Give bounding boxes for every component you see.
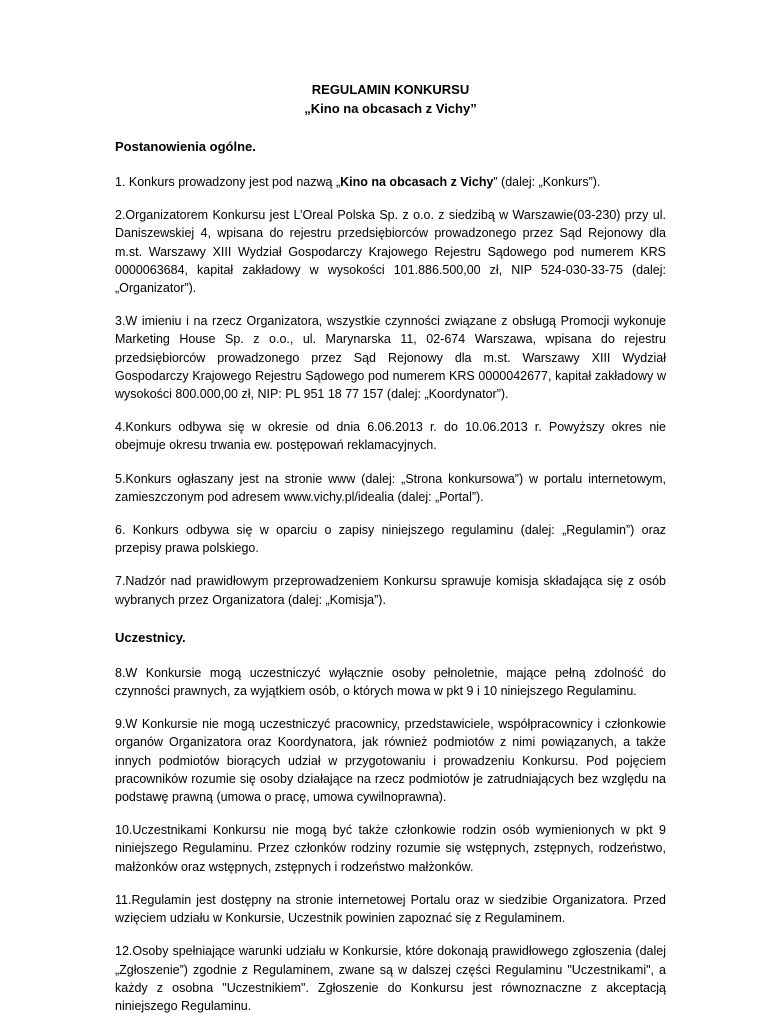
paragraph-1-prefix: 1. Konkurs prowadzony jest pod nazwą „ <box>115 175 341 189</box>
paragraph-3: 3.W imieniu i na rzecz Organizatora, wszystkie czynności związane z obsługą Promocji wykonuje Marketing House Sp. z o.o., ul. Marynarska 11, 02-674 Warszawa, wpisana do rejestru przedsiębiorców prowadzonego przez Sąd Rejonowy dla m.st. Warszawy XIII Wydział Gospodarczy Krajowego Rejestru Sądowego pod numerem KRS 0000042677, kapitał zakładowy w wysokości 800.000,00 zł, NIP: PL 951 18 77 157 (dalej: „Koordynator”). <box>115 314 666 402</box>
paragraph-11: 11.Regulamin jest dostępny na stronie internetowej Portalu oraz w siedzibie Organizatora. Przed wzięciem udziału w Konkursie, Uczestnik powinien zapoznać się z Regulaminem. <box>115 892 666 926</box>
paragraph-10: 10.Uczestnikami Konkursu nie mogą być także członkowie rodzin osób wymienionych w pkt 9 niniejszego Regulaminu. Przez członków rodziny rozumie się wstępnych, zstępnych, rodzeństwo, małżonków oraz wstępnych, zstępnych i rodzeństwo małżonków. <box>115 823 666 874</box>
paragraph-1 <box>115 173 666 191</box>
paragraph-4: 4.Konkurs odbywa się w okresie od dnia 6.06.2013 r. do 10.06.2013 r. Powyższy okres nie obejmuje okresu trwania ew. postępowań reklamacyjnych. <box>115 420 666 453</box>
document-subtitle: „Kino na obcasach z Vichy” <box>304 101 477 116</box>
paragraph-1-suffix: ” (dalej: „Konkurs”). <box>493 175 601 189</box>
paragraph-8: 8.W Konkursie mogą uczestniczyć wyłącznie osoby pełnoletnie, mające pełną zdolność do czynności prawnych, za wyjątkiem osób, o których mowa w pkt 9 i 10 niniejszego Regulaminu. <box>115 665 666 699</box>
document-title: REGULAMIN KONKURSU <box>311 82 470 97</box>
section-heading-participants: Uczestnicy. <box>115 629 186 645</box>
title-block <box>115 80 666 118</box>
paragraph-2: 2.Organizatorem Konkursu jest L’Oreal Polska Sp. z o.o. z siedzibą w Warszawie(03-230) przy ul. Daniszewskiej 4, wpisana do rejestru przedsiębiorców prowadzonego przez Sąd Rejonowy dla m.st. Warszawy XIII Wydział Gospodarczy Krajowego Rejestru Sądowego pod numerem KRS 0000063684, kapitał zakładowy w wysokości 101.886.500,00 zł, NIP 524-030-33-75 (dalej: „Organizator”). <box>115 208 666 296</box>
paragraph-5: 5.Konkurs ogłaszany jest na stronie www (dalej: „Strona konkursowa”) w portalu internetowym, zamieszczonym pod adresem www.vichy.pl/idealia (dalej: „Portal”). <box>115 471 666 504</box>
paragraph-7: 7.Nadzór nad prawidłowym przeprowadzeniem Konkursu sprawuje komisja składająca się z osób wybranych przez Organizatora (dalej: „Komisja”). <box>115 574 666 607</box>
paragraph-9: 9.W Konkursie nie mogą uczestniczyć pracownicy, przedstawiciele, współpracownicy i członkowie organów Organizatora oraz Koordynatora, jak również podmiotów z nimi powiązanych, a także innych podmiotów biorących udział w przygotowaniu i prowadzeniu Konkursu. Pod pojęciem pracowników rozumie się osoby działające na rzecz podmiotów je zatrudniających bez względu na podstawę prawną (umowa o pracę, umowa cywilnoprawna). <box>115 717 666 805</box>
section-heading-general: Postanowienia ogólne. <box>115 139 256 154</box>
contest-name: Kino na obcasach z Vichy <box>340 175 494 189</box>
paragraph-12: 12.Osoby spełniające warunki udziału w Konkursie, które dokonają prawidłowego zgłoszenia (dalej „Zgłoszenie”) zgodnie z Regulaminem, zwane są w dalszej części Regulaminu "Uczestnikami", a każdy z osobna "Uczestnikiem". Zgłoszenie do Konkursu jest równoznaczne z akceptacją niniejszego Regulaminu. <box>115 944 666 1013</box>
paragraph-6: 6. Konkurs odbywa się w oparciu o zapisy niniejszego regulaminu (dalej: „Regulamin”) oraz przepisy prawa polskiego. <box>115 523 666 556</box>
